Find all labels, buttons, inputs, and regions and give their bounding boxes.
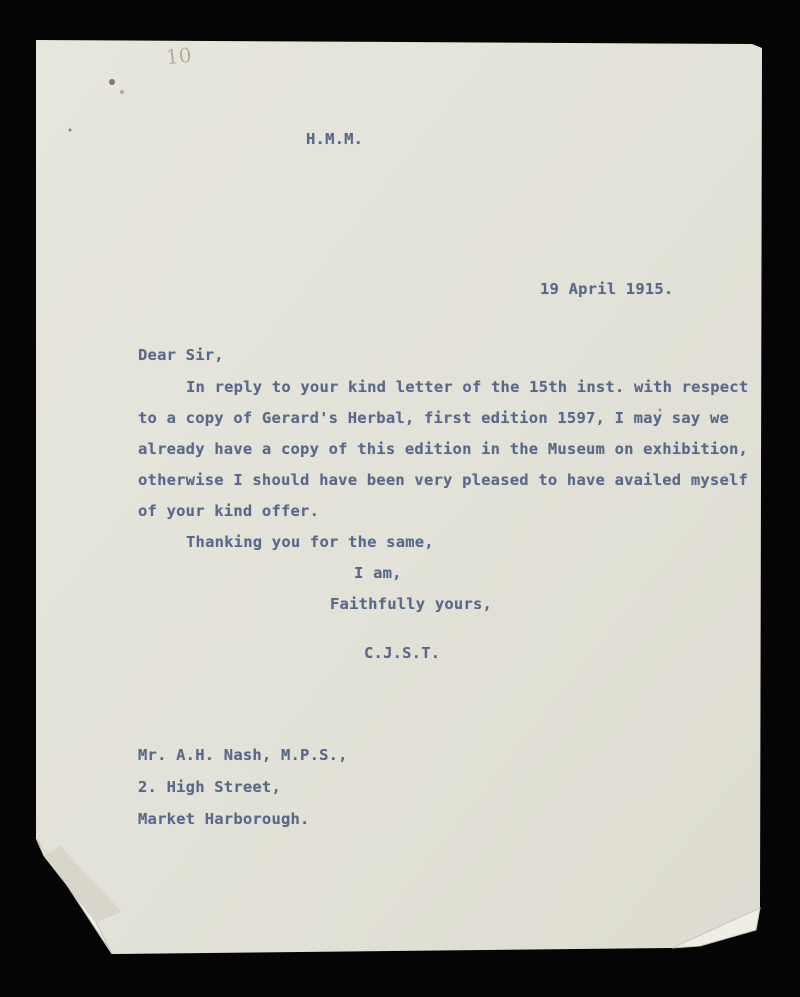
letter-date: 19 April 1915. — [540, 280, 674, 298]
header-initials: H.M.M. — [306, 130, 364, 148]
body-line: already have a copy of this edition in the Museum on exhibition, — [138, 440, 749, 458]
salutation: Dear Sir, — [138, 346, 224, 364]
body-line: of your kind offer. — [138, 502, 320, 520]
body-line: otherwise I should have been very pleased to have availed myself — [138, 471, 749, 489]
closing-line: I am, — [354, 564, 402, 582]
closing-line: Thanking you for the same, — [186, 533, 434, 551]
address-line: 2. High Street, — [138, 778, 281, 796]
address-line: Market Harborough. — [138, 810, 310, 828]
pencil-note: 10 — [164, 42, 193, 70]
body-line: In reply to your kind letter of the 15th inst. with respect — [186, 378, 749, 396]
closing-line: Faithfully yours, — [330, 595, 493, 613]
body-line: to a copy of Gerard's Herbal, first edition 1597, I may say we — [138, 409, 729, 427]
address-line: Mr. A.H. Nash, M.P.S., — [138, 746, 348, 764]
signature-initials: C.J.S.T. — [364, 644, 441, 662]
